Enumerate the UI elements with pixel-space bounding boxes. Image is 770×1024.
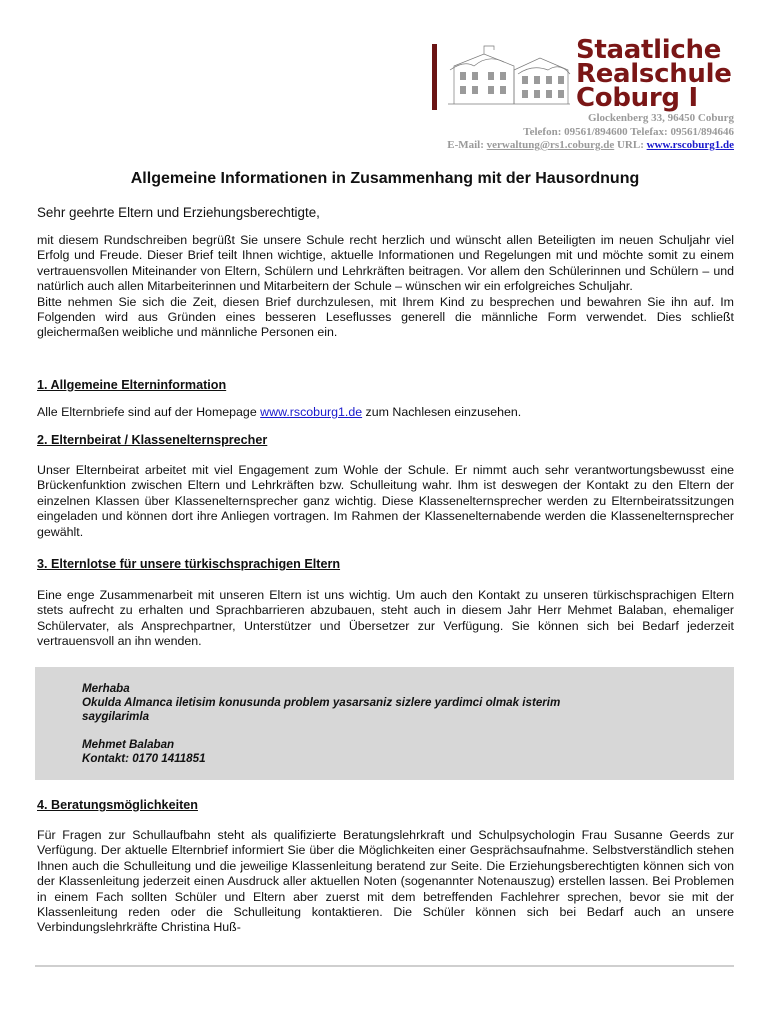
logo-line-1: Staatliche bbox=[576, 35, 722, 65]
section-heading-2: 2. Elternbeirat / Klassenelternsprecher bbox=[37, 433, 268, 447]
section-heading-1: 1. Allgemeine Elterninformation bbox=[37, 378, 227, 392]
logo-bar bbox=[432, 44, 437, 110]
section-1-text-before: Alle Elternbriefe sind auf der Homepage bbox=[37, 405, 261, 419]
turkish-message bbox=[82, 682, 560, 766]
school-logo bbox=[430, 35, 750, 113]
email-label: E-Mail: bbox=[447, 139, 484, 151]
homepage-link[interactable]: www.rscoburg1.de bbox=[646, 139, 734, 151]
contact-name: Mehmet Balaban bbox=[82, 738, 175, 751]
section-text-4: Für Fragen zur Schullaufbahn steht als qualifizierte Beratungslehrkraft und Schulpsychologin Frau Susanne Geerds zur Verfügung. Der aktuelle Elternbrief informiert Sie über die Möglichkeiten einer Gesprächsaufnahme. Selbstverständlich stehen Ihnen auch die Schulleitung und die jeweilige Klassenleitung beratend zur Seite. Die Erziehungsberechtigten können sich von der Klassenleitung jederzeit einen Ausdruck aller aktuellen Noten (sogenannter Notenauszug) erstellen lassen. Bei Problemen in einem Fach sollten Schüler und Eltern aber zuerst mit dem betreffenden Fachlehrer sprechen, bevor sie mit der Klassenleitung reden oder die Schulleitung kontaktieren. Die Schüler können sich bei Bedarf auch an unsere Verbindungslehrkräfte Christina Huß- bbox=[37, 828, 734, 935]
url-label: URL: bbox=[616, 139, 644, 151]
school-address bbox=[447, 112, 734, 153]
turkish-line-3: saygilarimla bbox=[82, 710, 150, 723]
section-1-text-after: zum Nachlesen einzusehen. bbox=[362, 405, 522, 419]
address-phone: Telefon: 09561/894600 Telefax: 09561/894646 bbox=[523, 125, 734, 138]
address-street: Glockenberg 33, 96450 Coburg bbox=[587, 112, 734, 124]
logo-line-2: Realschule bbox=[576, 59, 732, 89]
logo-wordmark bbox=[576, 35, 756, 113]
page-divider bbox=[35, 965, 734, 967]
turkish-line-2: Okulda Almanca iletisim konusunda problem yasarsaniz sizlere yardimci olmak isterim bbox=[82, 696, 561, 709]
email-link[interactable]: verwaltung@rs1.coburg.de bbox=[486, 139, 615, 151]
page-title: Allgemeine Informationen in Zusammenhang mit der Hausordnung bbox=[130, 170, 640, 187]
intro-paragraph-1: mit diesem Rundschreiben begrüßt Sie unsere Schule recht herzlich und wünscht allen Beteiligten im neuen Schuljahr viel Erfolg und Freude. Dieser Brief teilt Ihnen wichtige, aktuelle Informationen und Regelungen mit und möchte somit zu einem vertrauensvollen Miteinander von Eltern, Schülern und Lehrkräften beitragen. Vor allem den Schülerinnen und Schülern – und natürlich auch allen Mitarbeiterinnen und Mitarbeitern der Schule – wünschen wir ein erfolgreiches Schuljahr. bbox=[37, 233, 734, 294]
section-heading-4: 4. Beratungsmöglichkeiten bbox=[37, 798, 198, 812]
spacer bbox=[82, 724, 560, 738]
address-contact-line bbox=[447, 139, 734, 153]
logo-line-3: Coburg I bbox=[576, 83, 698, 113]
school-building-sketch-icon bbox=[444, 40, 574, 110]
section-text-3: Eine enge Zusammenarbeit mit unseren Eltern ist uns wichtig. Um auch den Kontakt zu unseren türkischsprachigen Eltern stets aufrecht zu erhalten und Sprachbarrieren abzubauen, steht auch in diesem Jahr Herr Mehmet Balaban, ehemaliger Schülervater, als Ansprechpartner, Unterstützer und Übersetzer zur Verfügung. Sie können sich bei Bedarf jederzeit vertrauensvoll an ihn wenden. bbox=[37, 588, 734, 649]
homepage-link-inline[interactable]: www.rscoburg1.de bbox=[260, 405, 363, 419]
intro-paragraph-2: Bitte nehmen Sie sich die Zeit, diesen Brief durchzulesen, mit Ihrem Kind zu besprechen und bewahren Sie ihn auf. Im Folgenden wird aus Gründen eines besseren Leseflusses generell die männliche Form verwendet. Dies schließt gleichermaßen weibliche und männliche Personen ein. bbox=[37, 294, 734, 340]
turkish-message-box bbox=[35, 667, 734, 780]
turkish-line-1: Merhaba bbox=[82, 682, 130, 695]
contact-phone: Kontakt: 0170 1411851 bbox=[82, 752, 206, 765]
section-text-2: Unser Elternbeirat arbeitet mit viel Engagement zum Wohle der Schule. Er nimmt auch sehr verantwortungsbewusst eine Brückenfunktion zwischen Eltern und Lehrkräften bzw. Schulleitung wahr. Ihm ist deswegen der Kontakt zu den Eltern der einzelnen Klassen über Klassenelternsprecher ganz wichtig. Diese Klassenelternsprecher werden zu Elternbeiratssitzungen eingeladen und können dort ihre Anliegen vortragen. Im Rahmen der Klassenelternabende werden die Klassenelternsprecher gewählt. bbox=[37, 463, 734, 539]
section-text-1 bbox=[37, 405, 734, 420]
intro-text bbox=[37, 233, 734, 341]
greeting: Sehr geehrte Eltern und Erziehungsberechtigte, bbox=[37, 205, 320, 220]
section-heading-3: 3. Elternlotse für unsere türkischsprachigen Eltern bbox=[37, 557, 341, 571]
